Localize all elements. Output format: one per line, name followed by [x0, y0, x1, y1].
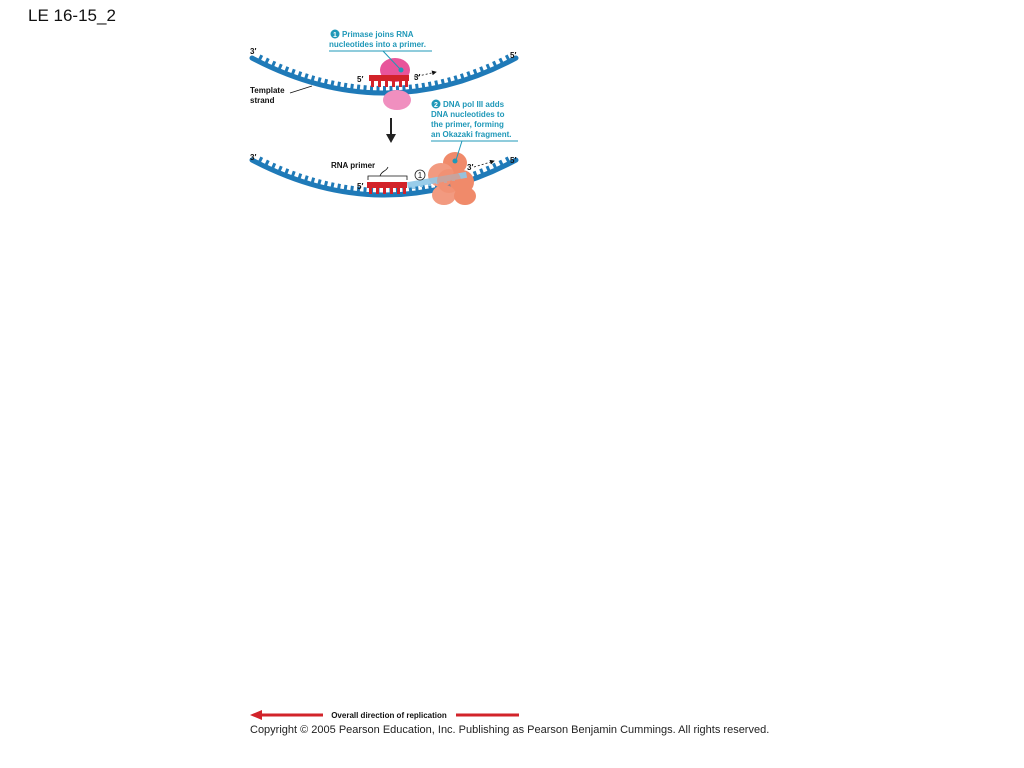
step2-text-line2: DNA nucleotides to	[431, 110, 505, 119]
fragment-3prime-arrow	[474, 161, 494, 167]
primer-end-label-5prime-1: 5′	[357, 75, 364, 84]
panel-dna-pol-iii	[250, 100, 518, 206]
rna-primer-label: RNA primer	[331, 161, 376, 170]
primer-end-label-3prime-1: 3′	[414, 73, 421, 82]
step1-text-line1: Primase joins RNA	[342, 30, 414, 39]
direction-arrowhead-icon	[250, 710, 262, 720]
step2-number: 2	[434, 102, 438, 109]
fragment-end-label-3prime-2: 3′	[467, 163, 474, 172]
step2-text-line3: the primer, forming	[431, 120, 504, 129]
overall-direction-label: Overall direction of replication	[331, 711, 447, 720]
template-strand-label-line1: Template	[250, 86, 285, 95]
step1-callout	[329, 30, 432, 70]
step2-text-line1: DNA pol III adds	[443, 100, 505, 109]
overall-direction	[250, 710, 519, 720]
template-strand-leader-line	[290, 86, 312, 93]
rna-primer-1	[369, 75, 409, 87]
fragment-number: 1	[417, 171, 423, 180]
template-strand-label	[250, 86, 312, 105]
strand-end-label-3prime-left-2: 3′	[250, 153, 257, 162]
template-strand-label-line2: strand	[250, 96, 275, 105]
strand-end-label-5prime-right-2: 5′	[510, 156, 517, 165]
slide-title: LE 16-15_2	[28, 6, 116, 25]
primer-end-label-5prime-2: 5′	[357, 182, 364, 191]
step1-text-line2: nucleotides into a primer.	[329, 40, 426, 49]
step1-number: 1	[333, 32, 337, 39]
strand-end-label-3prime-left-1: 3′	[250, 47, 257, 56]
step2-text-line4: an Okazaki fragment.	[431, 130, 512, 139]
strand-end-label-5prime-right-1: 5′	[510, 51, 517, 60]
step2-callout	[431, 100, 518, 161]
dna-pol-iii-front-lobe	[437, 169, 461, 193]
panel-primase	[250, 30, 516, 111]
copyright-notice: Copyright © 2005 Pearson Education, Inc. Publishing as Pearson Benjamin Cummings. All rights reserved.	[250, 724, 770, 736]
down-arrow-icon	[386, 118, 396, 143]
